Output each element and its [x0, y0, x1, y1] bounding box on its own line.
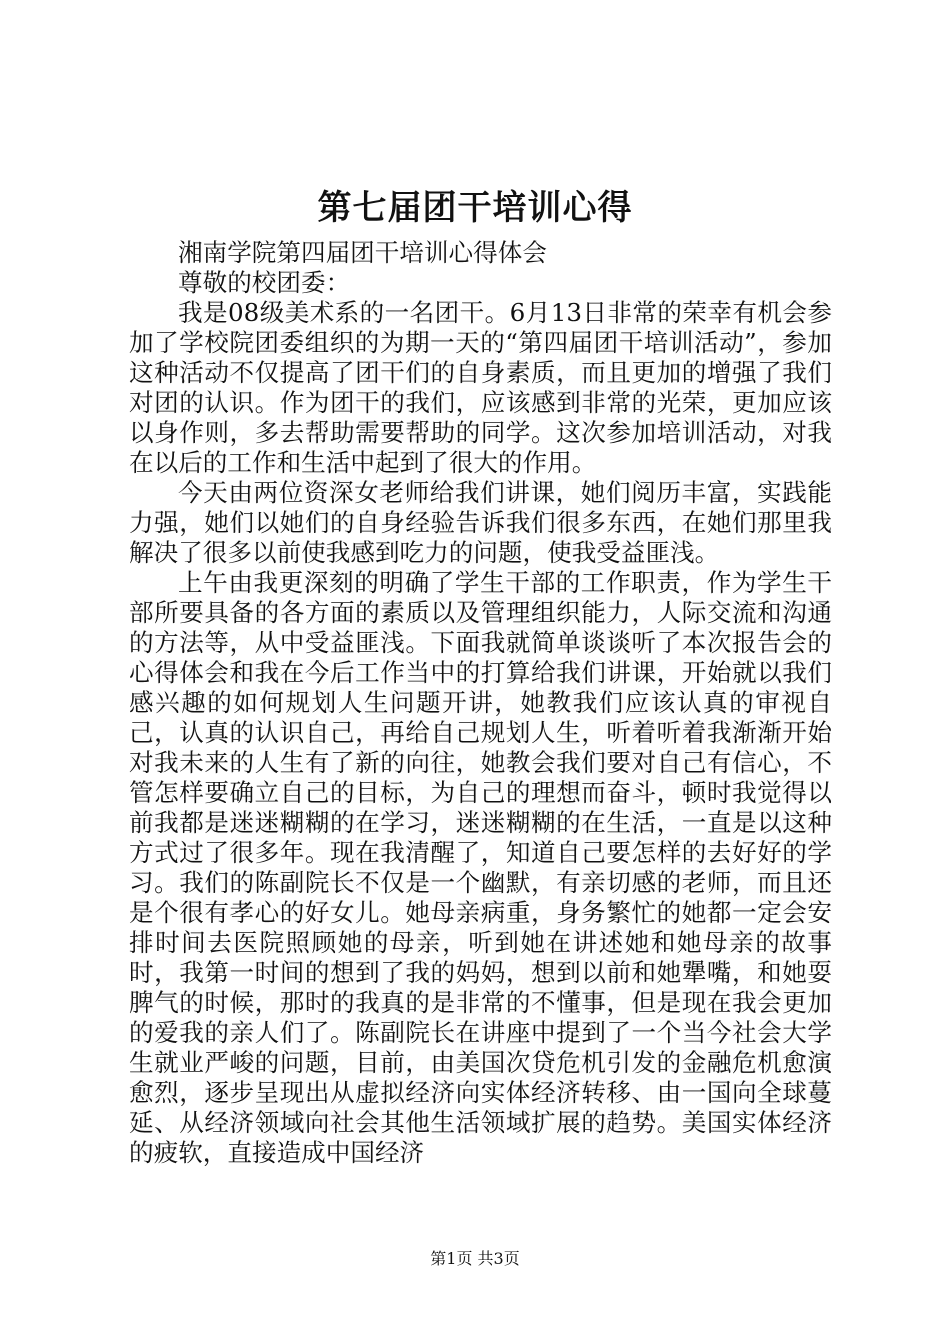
paragraph-introduction: 我是08级美术系的一名团干。6月13日非常的荣幸有机会参加了学校院团委组织的为期一天的“第四届团干培训活动”，参加这种活动不仅提高了团干们的自身素质，而且更加的增强了我们对团的认识。作为团干的我们，应该感到非常的光荣，更加应该以身作则，多去帮助需要帮助的同学。这次参加培训活动，对我在以后的工作和生活中起到了很大的作用。 [129, 298, 832, 477]
document-body [129, 238, 832, 1168]
paragraph-subtitle: 湘南学院第四届团干培训心得体会 [178, 238, 547, 267]
page-number-footer: 第1页 共3页 [430, 1249, 520, 1268]
paragraph-morning-session: 上午由我更深刻的明确了学生干部的工作职责，作为学生干部所要具备的各方面的素质以及管理组织能力，人际交流和沟通的方法等，从中受益匪浅。下面我就简单谈谈听了本次报告会的心得体会和我在今后工作当中的打算给我们讲课，开始就以我们感兴趣的如何规划人生问题开讲，她教我们应该认真的审视自己，认真的认识自己，再给自己规划人生，听着听着我渐渐开始对我未来的人生有了新的向往，她教会我们要对自己有信心，不管怎样要确立自己的目标，为自己的理想而奋斗，顿时我觉得以前我都是迷迷糊糊的在学习，迷迷糊糊的在生活，一直是以这种方式过了很多年。现在我清醒了，知道自己要怎样的去好好的学习。我们的陈副院长不仅是一个幽默，有亲切感的老师，而且还是个很有孝心的好女儿。她母亲病重，身务繁忙的她都一定会安排时间去医院照顾她的母亲，听到她在讲述她和她母亲的故事时，我第一时间的想到了我的妈妈，想到以前和她犟嘴，和她耍脾气的时候，那时的我真的是非常的不懂事，但是现在我会更加的爱我的亲人们了。陈副院长在讲座中提到了一个当今社会大学生就业严峻的问题，目前，由美国次贷危机引发的金融危机愈演愈烈，逐步呈现出从虚拟经济向实体经济转移、由一国向全球蔓延、从经济领域向社会其他生活领域扩展的趋势。美国实体经济的疲软，直接造成中国经济 [129, 568, 832, 1167]
document-title: 第七届团干培训心得 [317, 188, 633, 228]
paragraph-salutation: 尊敬的校团委： [178, 268, 351, 297]
paragraph-teachers: 今天由两位资深女老师给我们讲课，她们阅历丰富，实践能力强，她们以她们的自身经验告诉我们很多东西，在她们那里我解决了很多以前使我感到吃力的问题，使我受益匪浅。 [129, 478, 832, 567]
